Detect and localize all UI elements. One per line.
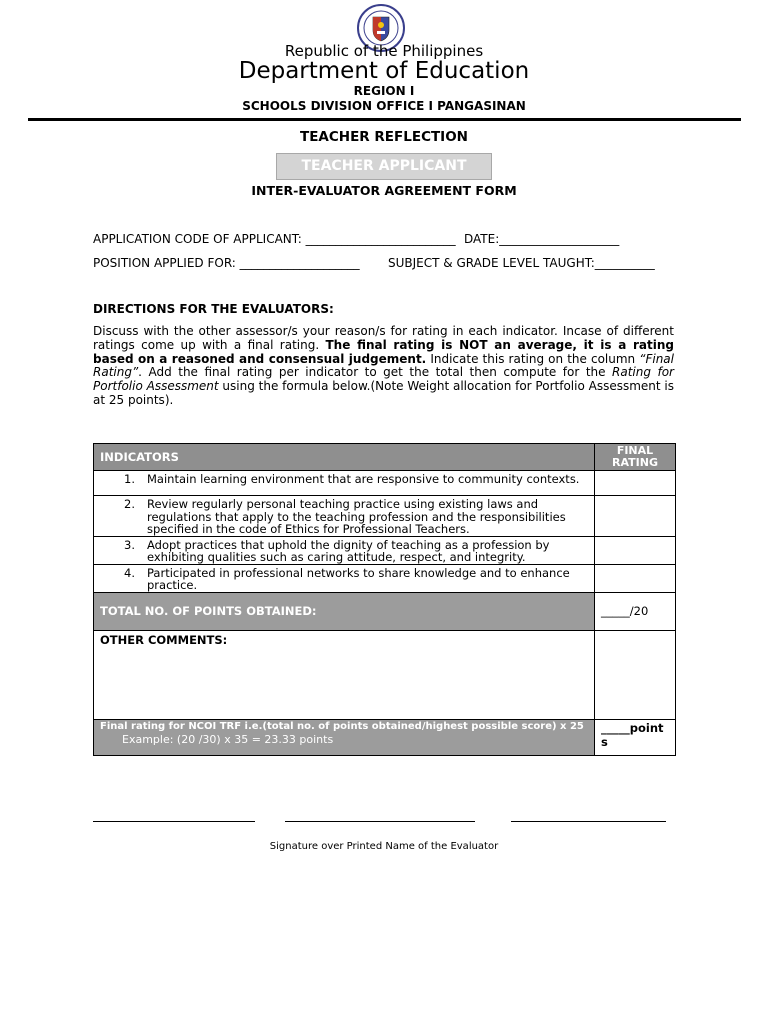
- department-heading: Department of Education: [238, 58, 530, 84]
- directions-text: [93, 325, 674, 408]
- indicator-cell: [94, 496, 595, 537]
- final-rating-cell[interactable]: [595, 536, 676, 564]
- division-heading: SCHOOLS DIVISION OFFICE I PANGASINAN: [242, 99, 526, 113]
- indicator-number: 3.: [124, 537, 135, 552]
- header-divider: [28, 118, 741, 121]
- total-label: TOTAL NO. OF POINTS OBTAINED:: [94, 592, 595, 630]
- directions-italic: Rating for Portfolio Assessment: [93, 365, 674, 394]
- indicator-text: Review regularly personal teaching practice using existing laws and regulations that apply to the teaching profession and the responsibilities specified in the code of Ethics for Professional Teachers.: [147, 497, 566, 536]
- indicators-table: [93, 443, 676, 756]
- table-row: [94, 564, 676, 592]
- directions-text-part: using the formula below.(Note Weight allocation for Portfolio Assessment is at 25 points).: [93, 379, 675, 407]
- republic-heading: Republic of the Philippines: [284, 42, 484, 60]
- final-rating-example: Example: (20 /30) x 35 = 23.33 points: [122, 732, 334, 746]
- table-header-row: [94, 444, 676, 471]
- signature-line[interactable]: [93, 821, 255, 822]
- final-rating-cell[interactable]: [595, 564, 676, 592]
- form-title: TEACHER REFLECTION: [300, 129, 468, 145]
- region-heading: REGION I: [353, 84, 415, 98]
- position-field[interactable]: POSITION APPLIED FOR: ____________________: [93, 256, 360, 270]
- final-rating-label: Final rating for NCOI TRF i.e.(total no. of points obtained/highest possible score) x 25: [100, 720, 584, 732]
- indicator-cell: [94, 536, 595, 564]
- indicator-number: 2.: [124, 497, 135, 511]
- final-points-value[interactable]: _____points: [595, 719, 676, 755]
- indicator-number: 4.: [124, 565, 135, 580]
- directions-emphasis: The final rating is NOT an average, it is a rating based on a reasoned and consensual judgement.: [93, 337, 675, 366]
- indicator-number: 1.: [124, 472, 135, 486]
- indicator-text: Participated in professional networks to share knowledge and to enhance practice.: [147, 565, 570, 592]
- subject-grade-field[interactable]: SUBJECT & GRADE LEVEL TAUGHT:__________: [388, 256, 655, 270]
- indicator-text: Maintain learning environment that are responsive to community contexts.: [147, 472, 580, 486]
- final-rating-row: [94, 719, 676, 755]
- comments-row: [94, 630, 676, 719]
- directions-text-part: Indicate this rating on the column: [426, 351, 640, 366]
- total-row: [94, 592, 676, 630]
- indicators-header: INDICATORS: [94, 444, 595, 471]
- indicator-cell: [94, 471, 595, 496]
- directions-heading: DIRECTIONS FOR THE EVALUATORS:: [93, 302, 334, 316]
- indicator-text: Adopt practices that uphold the dignity of teaching as a profession by exhibiting qualities such as caring attitude, respect, and integrity.: [147, 537, 550, 564]
- directions-italic: “Final Rating”: [93, 351, 674, 380]
- table-row: [94, 536, 676, 564]
- table-row: [94, 496, 676, 537]
- directions-text-part: Discuss with the other assessor/s your reason/s for rating in each indicator. Incase of different ratings come up with a final rating.: [93, 324, 674, 352]
- final-rating-formula: [94, 719, 595, 755]
- signature-caption: Signature over Printed Name of the Evaluator: [269, 841, 499, 852]
- final-rating-header: FINAL RATING: [595, 444, 676, 471]
- application-code-field[interactable]: APPLICATION CODE OF APPLICANT: _________________________: [93, 232, 456, 246]
- total-value[interactable]: _____/20: [595, 592, 676, 630]
- indicator-cell: [94, 564, 595, 592]
- comments-label[interactable]: OTHER COMMENTS:: [94, 630, 595, 719]
- comments-side-cell: [595, 630, 676, 719]
- table-row: [94, 471, 676, 496]
- directions-text-part: . Add the final rating per indicator to get the total then compute for the: [138, 365, 613, 380]
- signature-line[interactable]: [285, 821, 475, 822]
- signature-line[interactable]: [511, 821, 666, 822]
- final-rating-cell[interactable]: [595, 496, 676, 537]
- category-box: TEACHER APPLICANT: [276, 153, 492, 180]
- date-field[interactable]: DATE:____________________: [464, 232, 620, 246]
- final-rating-cell[interactable]: [595, 471, 676, 496]
- form-subtitle: INTER-EVALUATOR AGREEMENT FORM: [251, 183, 517, 198]
